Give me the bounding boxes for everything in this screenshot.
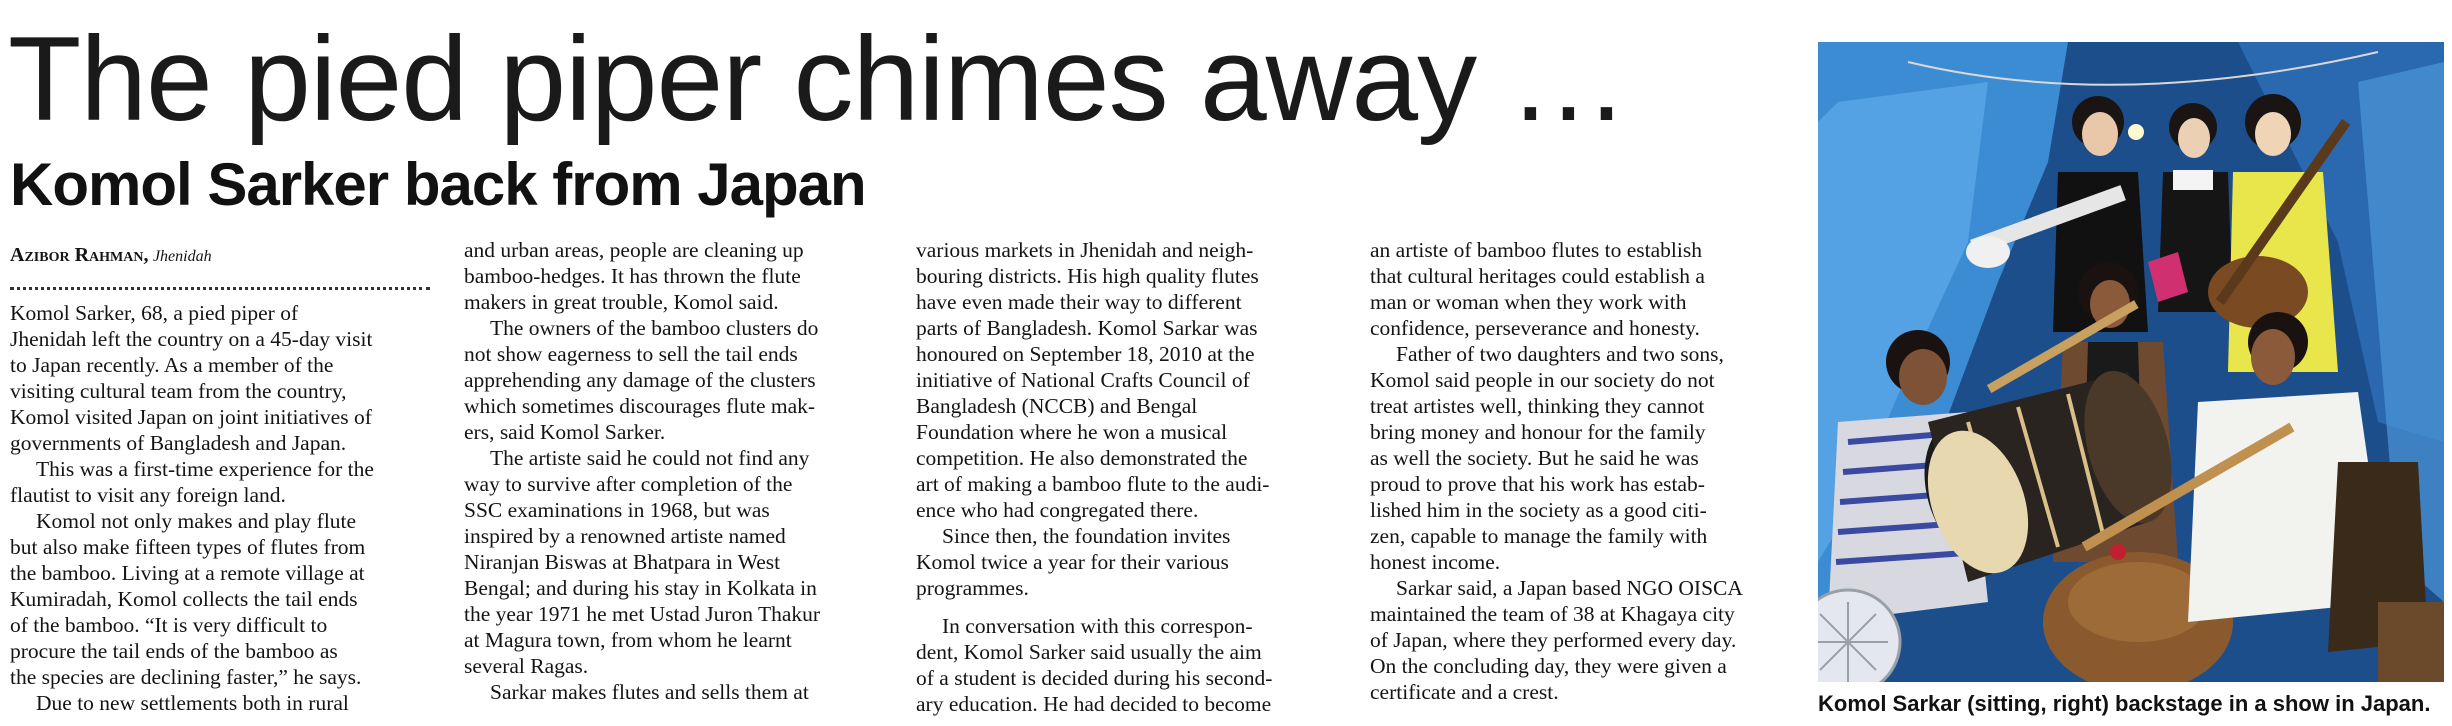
article-column-2	[464, 237, 894, 705]
article-paragraph	[10, 456, 440, 508]
text-line: the species are declining faster,” he says.	[10, 665, 362, 689]
text-line: bamboo-hedges. It has thrown the flute	[464, 264, 801, 288]
text-line: several Ragas.	[464, 654, 589, 678]
text-line: ers, said Komol Sarker.	[464, 420, 666, 444]
text-line: way to survive after completion of the	[464, 472, 793, 496]
text-line: Jhenidah left the country on a 45-day visit	[10, 327, 373, 351]
text-line: Sarkar said, a Japan based NGO OISCA	[1396, 576, 1743, 600]
text-line: confidence, perseverance and honesty.	[1370, 316, 1700, 340]
text-line: art of making a bamboo flute to the audi-	[916, 472, 1270, 496]
byline-location: Jhenidah	[152, 248, 212, 265]
text-line: the year 1971 he met Ustad Juron Thakur	[464, 602, 821, 626]
byline	[10, 244, 430, 268]
text-line: of a student is decided during his second-	[916, 666, 1273, 690]
text-line: Father of two daughters and two sons,	[1396, 342, 1724, 366]
text-line: Komol Sarker, 68, a pied piper of	[10, 301, 299, 325]
headline: The pied piper chimes away …	[8, 12, 1628, 146]
text-line: have even made their way to different	[916, 290, 1242, 314]
text-line: that cultural heritages could establish a	[1370, 264, 1705, 288]
article-column-1	[10, 300, 440, 716]
text-line: In conversation with this correspon-	[942, 614, 1253, 638]
text-line: and urban areas, people are cleaning up	[464, 238, 804, 262]
text-line: inspired by a renowned artiste named	[464, 524, 786, 548]
article-paragraph	[1370, 237, 1800, 341]
subheadline: Komol Sarker back from Japan	[10, 151, 866, 218]
article-column-3	[916, 237, 1346, 717]
text-line: an artiste of bamboo flutes to establish	[1370, 238, 1702, 262]
text-line: bring money and honour for the family	[1370, 420, 1706, 444]
article-paragraph	[464, 445, 894, 679]
text-line: ary education. He had decided to become	[916, 692, 1272, 716]
text-line: proud to prove that his work has estab-	[1370, 472, 1705, 496]
text-line: SSC examinations in 1968, but was	[464, 498, 770, 522]
text-line: at Magura town, from whom he learnt	[464, 628, 792, 652]
text-line: man or woman when they work with	[1370, 290, 1687, 314]
text-line: flautist to visit any foreign land.	[10, 483, 286, 507]
paragraph-spacer	[916, 601, 1346, 613]
text-line: apprehending any damage of the clusters	[464, 368, 816, 392]
text-line: competition. He also demonstrated the	[916, 446, 1248, 470]
text-line: ence who had congregated there.	[916, 498, 1199, 522]
musicians-photo-illustration	[1818, 42, 2444, 682]
text-line: Bangladesh (NCCB) and Bengal	[916, 394, 1198, 418]
text-line: various markets in Jhenidah and neigh-	[916, 238, 1254, 262]
text-line: not show eagerness to sell the tail ends	[464, 342, 798, 366]
text-line: dent, Komol Sarker said usually the aim	[916, 640, 1262, 664]
article-paragraph	[916, 237, 1346, 523]
text-line: Komol visited Japan on joint initiatives of	[10, 405, 372, 429]
byline-author: Azibor Rahman,	[10, 244, 149, 266]
text-line: certificate and a crest.	[1370, 680, 1559, 704]
text-line: visiting cultural team from the country,	[10, 379, 347, 403]
text-line: Foundation where he won a musical	[916, 420, 1228, 444]
text-line: makers in great trouble, Komol said.	[464, 290, 779, 314]
text-line: bouring districts. His high quality flutes	[916, 264, 1259, 288]
text-line: of the bamboo. “It is very difficult to	[10, 613, 328, 637]
text-line: the bamboo. Living at a remote village at	[10, 561, 365, 585]
text-line: programmes.	[916, 576, 1029, 600]
article-paragraph	[1370, 341, 1800, 575]
text-line: governments of Bangladesh and Japan.	[10, 431, 347, 455]
article-paragraph	[1370, 575, 1800, 705]
article-paragraph	[10, 300, 440, 456]
article-paragraph	[916, 613, 1346, 717]
text-line: procure the tail ends of the bamboo as	[10, 639, 338, 663]
text-line: which sometimes discourages flute mak-	[464, 394, 816, 418]
text-line: This was a first-time experience for the	[36, 457, 374, 481]
article-paragraph	[464, 679, 894, 705]
article-paragraph	[10, 690, 440, 716]
text-line: Bengal; and during his stay in Kolkata in	[464, 576, 817, 600]
article-paragraph	[464, 237, 894, 315]
text-line: but also make fifteen types of flutes from	[10, 535, 366, 559]
text-line: as well the society. But he said he was	[1370, 446, 1699, 470]
text-line: treat artistes well, thinking they cannot	[1370, 394, 1705, 418]
text-line: Since then, the foundation invites	[942, 524, 1231, 548]
article-paragraph	[10, 508, 440, 690]
text-line: lished him in the society as a good citi-	[1370, 498, 1707, 522]
text-line: honest income.	[1370, 550, 1501, 574]
article-column-4	[1370, 237, 1800, 705]
article-paragraph	[916, 523, 1346, 601]
text-line: maintained the team of 38 at Khagaya city	[1370, 602, 1735, 626]
text-line: parts of Bangladesh. Komol Sarkar was	[916, 316, 1258, 340]
text-line: Sarkar makes flutes and sells them at	[490, 680, 809, 704]
text-line: Niranjan Biswas at Bhatpara in West	[464, 550, 781, 574]
text-line: Komol twice a year for their various	[916, 550, 1229, 574]
photo-caption: Komol Sarkar (sitting, right) backstage in a show in Japan.	[1818, 691, 2431, 716]
text-line: Due to new settlements both in rural	[36, 691, 349, 715]
text-line: Komol not only makes and play flute	[36, 509, 357, 533]
article-photo	[1818, 42, 2444, 682]
text-line: The owners of the bamboo clusters do	[490, 316, 819, 340]
article-paragraph	[464, 315, 894, 445]
byline-divider	[10, 287, 430, 290]
text-line: On the concluding day, they were given a	[1370, 654, 1727, 678]
text-line: to Japan recently. As a member of the	[10, 353, 334, 377]
text-line: of Japan, where they performed every day.	[1370, 628, 1737, 652]
text-line: The artiste said he could not find any	[490, 446, 810, 470]
text-line: zen, capable to manage the family with	[1370, 524, 1708, 548]
text-line: initiative of National Crafts Council of	[916, 368, 1250, 392]
text-line: honoured on September 18, 2010 at the	[916, 342, 1255, 366]
text-line: Kumiradah, Komol collects the tail ends	[10, 587, 358, 611]
text-line: Komol said people in our society do not	[1370, 368, 1715, 392]
